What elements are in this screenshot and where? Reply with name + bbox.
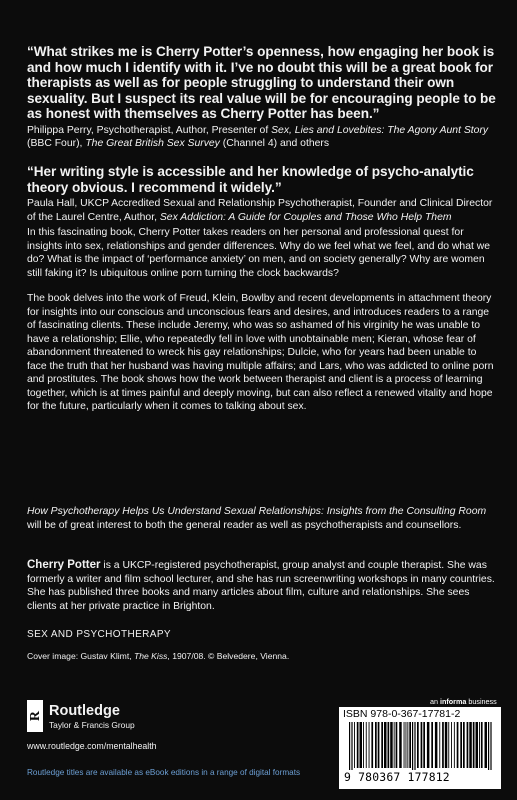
blurb-audience-text: will be of great interest to both the general reader as well as psychotherapists and counsellors. <box>27 519 462 531</box>
barcode-bar <box>349 722 350 772</box>
barcode-bar <box>488 722 489 772</box>
barcode-bar <box>469 722 472 768</box>
author-name: Cherry Potter <box>27 559 101 571</box>
barcode-bar <box>485 722 488 768</box>
barcode-bar <box>390 722 393 768</box>
barcode-bar <box>399 722 402 768</box>
barcode-bar <box>460 722 462 768</box>
barcode-bar <box>375 722 377 768</box>
cover-credit <box>27 651 289 661</box>
cover-credit-text: Cover image: Gustav Klimt, <box>27 651 134 661</box>
logo-letter: R <box>28 710 43 722</box>
isbn-digits: 9 780367 177812 <box>344 770 496 784</box>
barcode-bar <box>417 722 419 768</box>
barcode-bar <box>371 722 373 768</box>
informa-text: an <box>430 697 440 706</box>
endorsement-attribution <box>27 197 497 224</box>
barcode-bar <box>442 722 444 768</box>
barcode-bar <box>363 722 364 768</box>
endorsement-attribution <box>27 124 497 151</box>
artwork-title: The Kiss <box>133 651 168 661</box>
isbn-label: ISBN 978-0-367-17781-2 <box>343 708 461 720</box>
barcode-bar <box>476 722 479 768</box>
series-label: SEX AND PSYCHOTHERAPY <box>27 629 171 640</box>
book-title: How Psychotherapy Helps Us Understand Sexual Relationships: Insights from the Consulting Room <box>27 506 487 517</box>
blurb-details: The book delves into the work of Freud, Klein, Bowlby and recent developments in attachment theory for insights into our conscious and unconscious fears and desires, and introduces readers to a range of fascinating clients. These include Jeremy, who was so ashamed of his virginity he was unable to have a relationship; Ellie, who repeatedly fell in love with unobtainable men; Kieran, whose fear of abandonment threatened to wreck his gay relationships; Dulcie, who for years had been unable to face the truth that her husband was having multiple affairs; and Lars, who was addicted to online porn and prostitutes. The book shows how the work between therapist and client is a process of learning together, which is at times painful and deeply moving, but can also reflect a renewed vitality and hope for the future, particularly when it comes to talking about sex. <box>27 293 494 412</box>
barcode-bar <box>431 722 433 768</box>
barcode-bar <box>457 722 459 768</box>
barcode-bar <box>481 722 483 768</box>
author-bio <box>27 559 497 613</box>
barcode-bar <box>467 722 469 768</box>
blurb-intro: In this fascinating book, Cherry Potter takes readers on her personal and professional quest for insights into sex, relationships and gender differences. Why do we feel what we feel, and do what we do? What is the impact of ‘performance anxiety’ on men, and on society generally? Why are women still faking it? Is ubiquitous online porn turning the clock backwards? <box>27 227 491 279</box>
publisher-name: Routledge <box>49 703 120 719</box>
barcode-bar <box>407 722 408 768</box>
barcode-bar <box>351 722 352 772</box>
barcode-bar <box>409 722 411 768</box>
cover-credit-text: , 1907/08. © Belvedere, Vienna. <box>167 651 290 661</box>
attribution-text: (BBC Four), <box>27 138 86 150</box>
barcode-bar <box>414 722 415 772</box>
barcode-bar <box>360 722 363 768</box>
barcode-bar <box>423 722 425 768</box>
attribution-text: Paula Hall, UKCP Accredited Sexual and Relationship Psychotherapist, Founder and Clinical Director of the Laurel Centre, Author, <box>27 198 493 223</box>
barcode-bar <box>369 722 370 768</box>
barcode-bar <box>421 722 423 768</box>
attribution-text: Philippa Perry, Psychotherapist, Author, Presenter of <box>27 124 272 136</box>
ebook-note: Routledge titles are available as eBook editions in a range of digital formats <box>27 768 301 777</box>
barcode-bar <box>435 722 438 768</box>
endorsement-quote: “Her writing style is accessible and her knowledge of psycho-analytic theory obvious. I recommend it widely.” <box>27 164 474 195</box>
publisher-group: Taylor & Francis Group <box>49 720 135 730</box>
endorsement-hall <box>27 164 497 224</box>
barcode-bar <box>384 722 387 768</box>
endorsement-quote: “What strikes me is Cherry Potter’s openness, how engaging her book is and how much I identify with it. I’ve no doubt this will be a great book for therapists as well as for people struggling to understand their own sexuality. But I suspect its real value will be for encouraging people to be as honest with themselves as Cherry Potter has been.” <box>27 44 496 122</box>
endorsement-perry <box>27 44 497 151</box>
blurb-audience <box>27 505 497 532</box>
isbn-barcode <box>339 707 501 789</box>
barcode-bar <box>439 722 440 768</box>
barcode-bar <box>366 722 367 768</box>
barcode-bar <box>388 722 390 768</box>
barcode-bar <box>445 722 448 768</box>
barcode-bar <box>454 722 455 768</box>
barcode-bar <box>396 722 398 768</box>
attribution-title: The Great British Sex Survey <box>85 138 220 150</box>
barcode-bar <box>490 722 491 772</box>
barcode-bar <box>394 722 395 768</box>
informa-tagline <box>430 697 497 706</box>
barcode-bar <box>451 722 452 768</box>
barcode-bar <box>378 722 380 768</box>
barcode-bar <box>406 722 407 768</box>
routledge-logo-icon <box>27 700 43 732</box>
publisher-logo <box>27 700 177 732</box>
publisher-url: www.routledge.com/mentalhealth <box>27 741 157 751</box>
barcode-bar <box>473 722 475 768</box>
barcode-bar <box>381 722 383 768</box>
informa-brand: informa <box>440 697 467 706</box>
barcode-bar <box>357 722 359 768</box>
attribution-title: Sex Addiction: A Guide for Couples and Those Who Help Them <box>159 211 452 223</box>
barcode-bar <box>354 722 355 768</box>
informa-text: business <box>466 697 497 706</box>
barcode-bar <box>448 722 449 768</box>
barcode-bar <box>404 722 405 768</box>
barcode-bar <box>479 722 480 768</box>
barcode-bar <box>463 722 465 768</box>
attribution-title: Sex, Lies and Lovebites: The Agony Aunt Story <box>271 124 489 136</box>
barcode-bar <box>412 722 413 772</box>
barcode-bars-icon <box>347 722 495 772</box>
author-bio-text: is a UKCP-registered psychotherapist, group analyst and couple therapist. She was formerly a writer and film school lecturer, and she has run screenwriting workshops in many countries. She has published three books and many articles about film, culture and relationships. She sees clients at her private practice in Brighton. <box>27 560 495 612</box>
barcode-bar <box>427 722 430 768</box>
attribution-text: (Channel 4) and others <box>219 138 330 150</box>
